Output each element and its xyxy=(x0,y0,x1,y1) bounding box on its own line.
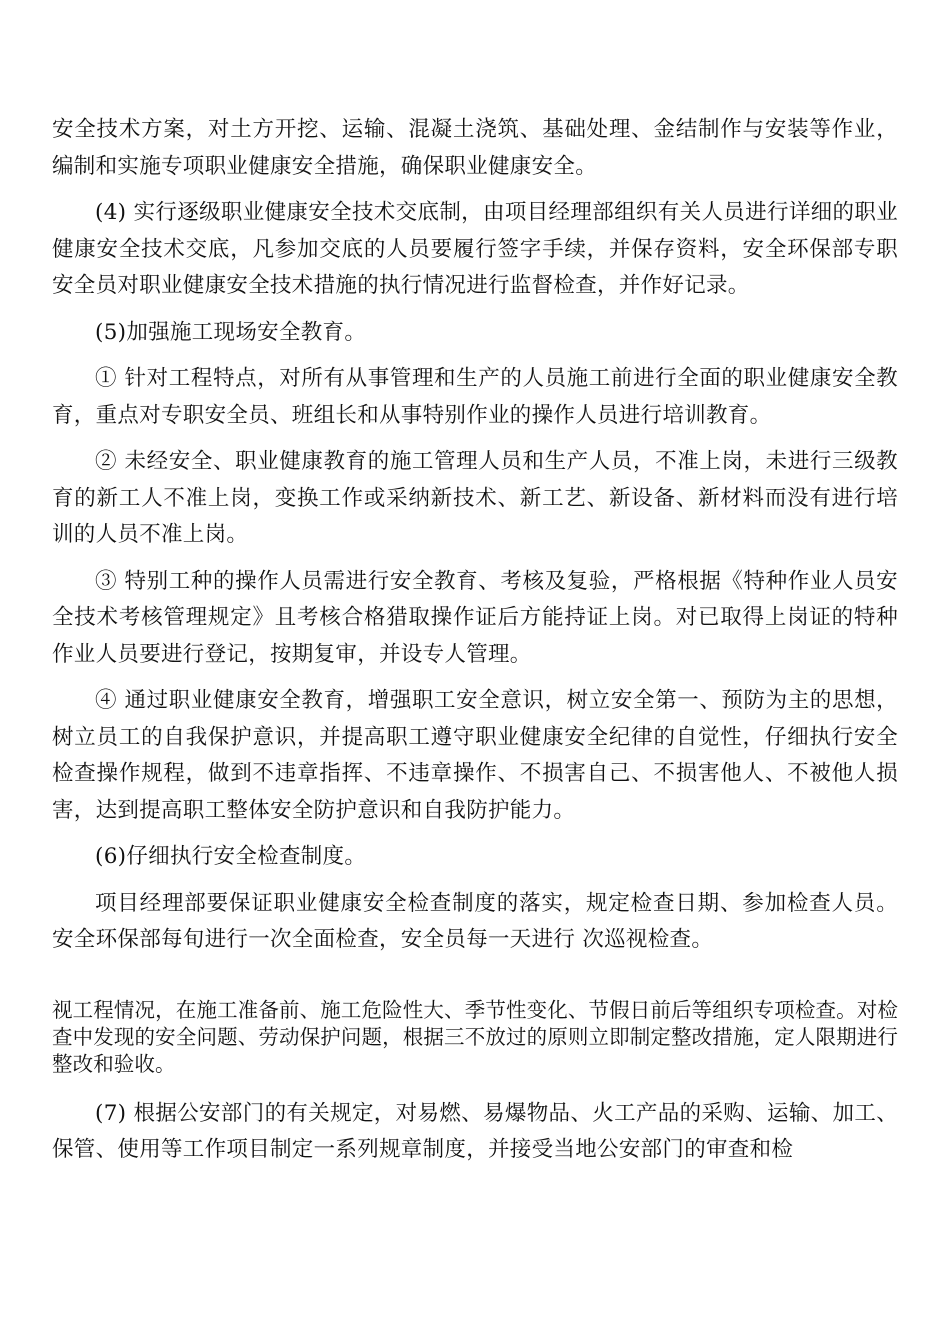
paragraph-subitem-2: ② 未经安全、职业健康教育的施工管理人员和生产人员，不准上岗，未进行三级教育的新工人不准上岗，变换工作或采纳新技术、新工艺、新设备、新材料而没有进行培训的人员不准上岗。 xyxy=(52,449,898,547)
paragraph-gap xyxy=(52,959,898,997)
paragraph-subitem-1: ① 针对工程特点，对所有从事管理和生产的人员施工前进行全面的职业健康安全教育，重点对专职安全员、班组长和从事特别作业的操作人员进行培训教育。 xyxy=(52,366,898,428)
paragraph-item-4-technical-briefing: (4) 实行逐级职业健康安全技术交底制，由项目经理部组织有关人员进行详细的职业健康安全技术交底，凡参加交底的人员要履行签字手续，并保存资料，安全环保部专职安全员对职业健康安全技术措施的执行情况进行监督检查，并作好记录。 xyxy=(52,200,898,298)
paragraph-safety-plan: 安全技术方案，对土方开挖、运输、混凝土浇筑、基础处理、金结制作与安装等作业，编制和实施专项职业健康安全措施，确保职业健康安全。 xyxy=(52,117,898,179)
paragraph-item-5-heading: (5)加强施工现场安全教育。 xyxy=(95,319,367,345)
paragraph-item-7-hazardous-materials: (7) 根据公安部门的有关规定，对易燃、易爆物品、火工产品的采购、运输、加工、保管、使用等工作项目制定一系列规章制度，并接受当地公安部门的审查和检 xyxy=(52,1100,898,1162)
paragraph-subitem-4: ④ 通过职业健康安全教育，增强职工安全意识，树立安全第一、预防为主的思想，树立员工的自我保护意识，并提高职工遵守职业健康安全纪律的自觉性，仔细执行安全检查操作规程，做到不违章指挥、不违章操作、不损害自己、不损害他人、不被他人损害，达到提高职工整体安全防护意识和自我防护能力。 xyxy=(52,688,898,823)
paragraph-inspection-system: 项目经理部要保证职业健康安全检查制度的落实，规定检查日期、参加检查人员。安全环保部每旬进行一次全面检查，安全员每一天进行 次巡视检查。 xyxy=(52,890,898,952)
document-body xyxy=(52,112,898,1169)
paragraph-item-6-heading: (6)仔细执行安全检查制度。 xyxy=(95,844,367,869)
paragraph-special-inspection: 视工程情况，在施工准备前、施工危险性大、季节性变化、节假日前后等组织专项检查。对检查中发现的安全问题、劳动保护问题，根据三不放过的原则立即制定整改措施，定人限期进行整改和验收。 xyxy=(52,997,898,1076)
paragraph-subitem-3: ③ 特别工种的操作人员需进行安全教育、考核及复验，严格根据《特种作业人员安全技术考核管理规定》且考核合格猎取操作证后方能持证上岗。对已取得上岗证的特种作业人员要进行登记，按期复审，并设专人管理。 xyxy=(52,568,898,667)
